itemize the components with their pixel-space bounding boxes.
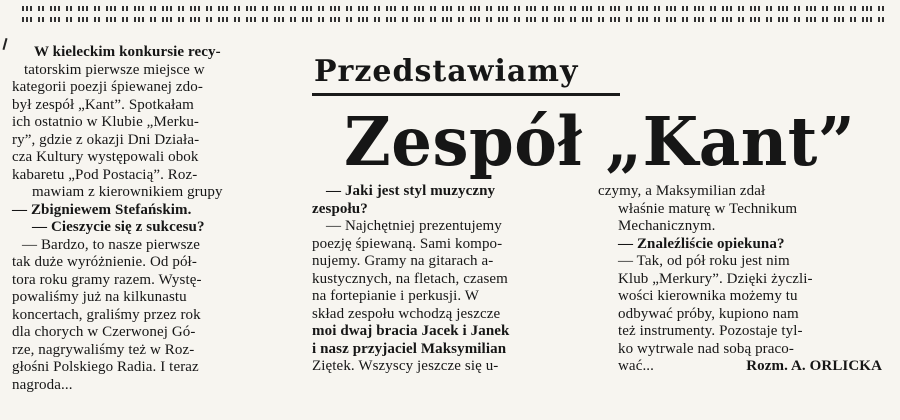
text-line: Klub „Merkury”. Dzięki życzli- (618, 270, 813, 287)
text-line: koncertach, graliśmy przez rok (12, 306, 201, 323)
closing-text: wać... (618, 358, 654, 374)
text-line (598, 358, 886, 376)
text-line: Ziętek. Wszyscy jeszcze się u- (312, 358, 499, 374)
text-line: też instrumenty. Pozostaje tyl- (618, 323, 803, 339)
article-column-2 (312, 183, 584, 376)
text-line: mawiam z kierownikiem grupy (32, 184, 223, 200)
kicker-underline (312, 93, 620, 96)
text-line: rze, nagrywaliśmy też w Roz- (12, 341, 195, 358)
article-headline: Zespół „Kant” (344, 103, 856, 182)
text-line: — Najchętniej prezentujemy (326, 218, 502, 234)
text-line: skład zespołu wchodzą jeszcze (312, 305, 501, 322)
text-line: odbywać próby, kupiono nam (618, 305, 799, 322)
text-line: ko wytrwale nad sobą praco- (618, 340, 794, 357)
text-line: nagroda... (12, 376, 73, 393)
interview-question: — Cieszycie się z sukcesu? (32, 219, 205, 235)
text-line: kategorii poezji śpiewanej zdo- (12, 79, 203, 95)
text-line: cza Kultury występowali obok (12, 149, 199, 165)
interview-question: zespołu? (312, 200, 368, 217)
interview-question: — Jaki jest styl muzyczny (326, 183, 496, 199)
text-line: na fortepianie i perkusji. W (312, 288, 480, 304)
text-line: W kieleckim konkursie recy- (34, 44, 221, 60)
text-line: — Bardzo, to nasze pierwsze (22, 236, 201, 253)
text-line: moi dwaj bracia Jacek i Janek (312, 323, 510, 339)
text-line: — Zbigniewem Stefańskim. (12, 201, 192, 218)
interview-question: — Znaleźliście opiekuna? (618, 235, 785, 252)
text-line: poezję śpiewaną. Sami kompo- (312, 235, 503, 252)
text-line: powaliśmy już na kilkunastu (12, 289, 187, 305)
decorative-border-strip (22, 6, 888, 22)
text-line: ich ostatnio w Klubie „Merku- (12, 114, 200, 130)
text-line: kustycznych, na fletach, czasem (312, 270, 508, 287)
article-column-1 (12, 44, 290, 394)
text-line: i nasz przyjaciel Maksymilian (312, 340, 507, 357)
article-column-3 (598, 183, 886, 376)
text-line: tak duże wyróżnienie. Od pół- (12, 254, 197, 270)
text-line: — Tak, od pół roku jest nim (618, 253, 790, 269)
text-line: ry”, gdzie z okazji Dni Działa- (12, 131, 200, 148)
text-line: czymy, a Maksymilian zdał (598, 183, 766, 199)
author-signature: Rozm. A. ORLICKA (746, 358, 882, 374)
text-line: tatorskim pierwsze miejsce w (24, 61, 205, 78)
text-line: głośni Polskiego Radia. I teraz (12, 359, 199, 375)
text-line: wości kierownika możemy tu (618, 288, 798, 304)
margin-mark (2, 38, 7, 50)
text-line: był zespół „Kant”. Spotkałam (12, 96, 194, 113)
section-kicker: Przedstawiamy (314, 54, 579, 89)
text-line: dla chorych w Czerwonej Gó- (12, 324, 196, 340)
text-line: Mechanicznym. (618, 218, 716, 234)
text-line: nujemy. Gramy na gitarach a- (312, 253, 494, 269)
text-line: tora roku gramy razem. Wystę- (12, 271, 202, 288)
text-line: kabaretu „Pod Postacią”. Roz- (12, 166, 198, 183)
text-line: właśnie maturę w Technikum (618, 200, 798, 217)
